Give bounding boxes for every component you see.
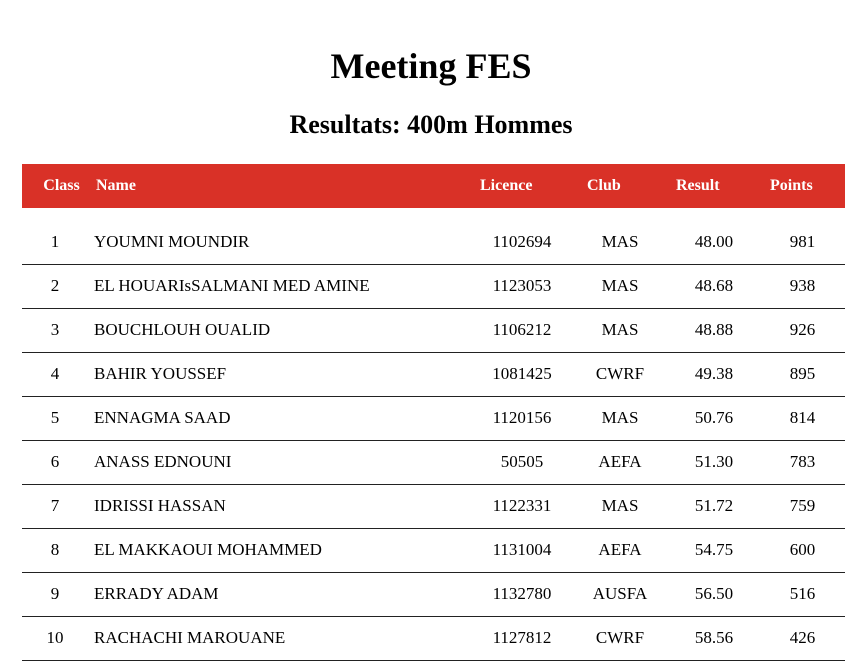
cell-licence: 1131004 bbox=[472, 528, 572, 572]
cell-licence: 1123053 bbox=[472, 264, 572, 308]
cell-club: AEFA bbox=[572, 440, 668, 484]
cell-club: CWRF bbox=[572, 352, 668, 396]
table-row bbox=[22, 440, 845, 484]
cell-result: 49.38 bbox=[668, 352, 760, 396]
cell-points: 895 bbox=[760, 352, 845, 396]
column-header-points: Points bbox=[770, 177, 813, 194]
cell-licence: 1132780 bbox=[472, 572, 572, 616]
cell-licence: 1102694 bbox=[472, 220, 572, 264]
cell-club: MAS bbox=[572, 220, 668, 264]
table-row bbox=[22, 572, 845, 616]
cell-club: MAS bbox=[572, 264, 668, 308]
table-row bbox=[22, 352, 845, 396]
table-row bbox=[22, 484, 845, 528]
cell-points: 426 bbox=[760, 616, 845, 660]
cell-club: MAS bbox=[572, 396, 668, 440]
cell-result: 51.72 bbox=[668, 484, 760, 528]
results-table bbox=[22, 164, 845, 661]
cell-class: 7 bbox=[22, 484, 88, 528]
table-row bbox=[22, 264, 845, 308]
cell-class: 10 bbox=[22, 616, 88, 660]
column-header-name: Name bbox=[96, 177, 136, 194]
table-row bbox=[22, 396, 845, 440]
cell-result: 54.75 bbox=[668, 528, 760, 572]
cell-club: MAS bbox=[572, 308, 668, 352]
header-spacer bbox=[22, 208, 845, 220]
cell-points: 926 bbox=[760, 308, 845, 352]
table-row bbox=[22, 308, 845, 352]
column-header-result: Result bbox=[676, 177, 720, 194]
cell-result: 56.50 bbox=[668, 572, 760, 616]
cell-name: ERRADY ADAM bbox=[88, 572, 472, 616]
cell-points: 600 bbox=[760, 528, 845, 572]
cell-result: 48.00 bbox=[668, 220, 760, 264]
cell-result: 48.88 bbox=[668, 308, 760, 352]
cell-class: 2 bbox=[22, 264, 88, 308]
cell-points: 981 bbox=[760, 220, 845, 264]
cell-name: EL MAKKAOUI MOHAMMED bbox=[88, 528, 472, 572]
cell-name: IDRISSI HASSAN bbox=[88, 484, 472, 528]
cell-licence: 1106212 bbox=[472, 308, 572, 352]
cell-name: BAHIR YOUSSEF bbox=[88, 352, 472, 396]
cell-class: 9 bbox=[22, 572, 88, 616]
table-row bbox=[22, 616, 845, 660]
table-header bbox=[22, 164, 845, 208]
column-header-class: Class bbox=[43, 177, 80, 194]
cell-licence: 50505 bbox=[472, 440, 572, 484]
cell-class: 1 bbox=[22, 220, 88, 264]
table-row bbox=[22, 220, 845, 264]
cell-result: 51.30 bbox=[668, 440, 760, 484]
cell-points: 814 bbox=[760, 396, 845, 440]
cell-result: 48.68 bbox=[668, 264, 760, 308]
cell-class: 5 bbox=[22, 396, 88, 440]
cell-class: 3 bbox=[22, 308, 88, 352]
header-row bbox=[22, 164, 845, 208]
cell-class: 8 bbox=[22, 528, 88, 572]
column-header-licence: Licence bbox=[480, 177, 533, 194]
cell-points: 938 bbox=[760, 264, 845, 308]
cell-licence: 1122331 bbox=[472, 484, 572, 528]
cell-points: 759 bbox=[760, 484, 845, 528]
cell-name: BOUCHLOUH OUALID bbox=[88, 308, 472, 352]
cell-name: RACHACHI MAROUANE bbox=[88, 616, 472, 660]
cell-licence: 1120156 bbox=[472, 396, 572, 440]
cell-club: CWRF bbox=[572, 616, 668, 660]
page-title: Meeting FES bbox=[330, 46, 532, 86]
cell-name: ANASS EDNOUNI bbox=[88, 440, 472, 484]
cell-points: 783 bbox=[760, 440, 845, 484]
cell-class: 6 bbox=[22, 440, 88, 484]
table-row bbox=[22, 528, 845, 572]
cell-licence: 1081425 bbox=[472, 352, 572, 396]
table-body bbox=[22, 208, 845, 660]
cell-result: 58.56 bbox=[668, 616, 760, 660]
column-header-club: Club bbox=[587, 177, 621, 194]
cell-points: 516 bbox=[760, 572, 845, 616]
cell-club: AUSFA bbox=[572, 572, 668, 616]
cell-class: 4 bbox=[22, 352, 88, 396]
cell-name: ENNAGMA SAAD bbox=[88, 396, 472, 440]
cell-club: AEFA bbox=[572, 528, 668, 572]
cell-name: EL HOUARIsSALMANI MED AMINE bbox=[88, 264, 472, 308]
cell-club: MAS bbox=[572, 484, 668, 528]
cell-result: 50.76 bbox=[668, 396, 760, 440]
page-subtitle: Resultats: 400m Hommes bbox=[289, 110, 573, 139]
cell-name: YOUMNI MOUNDIR bbox=[88, 220, 472, 264]
cell-licence: 1127812 bbox=[472, 616, 572, 660]
